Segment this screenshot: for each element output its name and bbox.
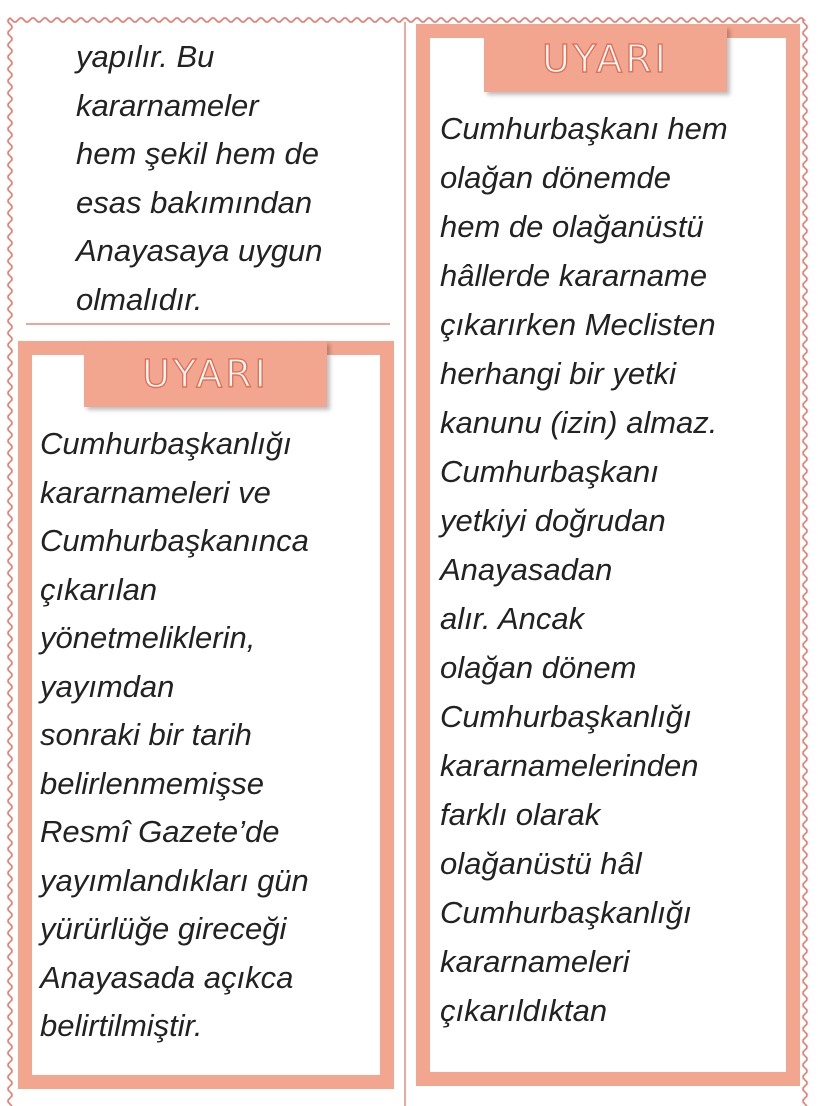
text-line: hem şekil hem de: [76, 136, 319, 171]
right-warning-label: UYARI: [484, 26, 727, 92]
text-line: Cumhurbaşkanlığı: [440, 895, 692, 930]
section-divider: [26, 323, 390, 325]
text-line: kararnameler: [76, 87, 259, 123]
text-line: çıkarıldıktan: [440, 993, 608, 1028]
text-line: yetkiyi doğrudan: [440, 503, 666, 538]
text-line: kararnameleri: [440, 944, 630, 979]
text-line: Anayasada açıkca: [40, 959, 294, 995]
text-line: olağan dönem: [440, 650, 637, 685]
text-line: çıkarılan: [40, 571, 158, 607]
text-line: Anayasadan: [440, 552, 613, 587]
text-line: çıkarırken Meclisten: [440, 307, 716, 342]
text-line: Cumhurbaşkanı: [440, 454, 659, 489]
text-line: herhangi bir yetki: [440, 356, 677, 391]
text-line: yönetmeliklerin,: [40, 620, 256, 655]
text-line: Anayasaya uygun: [76, 233, 323, 268]
text-line: olağanüstü hâl: [440, 846, 642, 881]
text-line: Resmî Gazete’de: [40, 814, 280, 849]
text-line: farklı olarak: [440, 797, 601, 832]
text-line: yayımlandıkları gün: [40, 862, 309, 898]
text-line: hâllerde kararname: [440, 258, 708, 293]
text-line: olmalıdır.: [76, 281, 203, 317]
text-line: sonraki bir tarih: [40, 717, 252, 752]
left-warning-text: [40, 420, 309, 1051]
text-line: kararnameleri ve: [40, 474, 271, 510]
text-line: yapılır. Bu: [76, 39, 215, 74]
left-top-text: [76, 33, 322, 324]
text-line: olağan dönemde: [440, 160, 671, 195]
text-line: hem de olağanüstü: [440, 209, 704, 244]
left-warning-label: UYARI: [84, 341, 327, 407]
text-line: belirlenmemişse: [40, 765, 264, 801]
text-line: yayımdan: [40, 668, 175, 704]
text-line: yürürlüğe gireceği: [40, 911, 287, 946]
text-line: Cumhurbaşkanlığı: [40, 426, 292, 461]
text-line: Cumhurbaşkanlığı: [440, 699, 692, 734]
text-line: kararnamelerinden: [440, 748, 699, 783]
text-line: alır. Ancak: [440, 601, 585, 636]
right-warning-text: [440, 104, 728, 1035]
text-line: belirtilmiştir.: [40, 1008, 203, 1043]
text-line: Cumhurbaşkanı hem: [440, 111, 728, 146]
text-line: kanunu (izin) almaz.: [440, 405, 718, 440]
text-line: Cumhurbaşkanınca: [40, 523, 309, 558]
text-line: esas bakımından: [76, 184, 313, 220]
